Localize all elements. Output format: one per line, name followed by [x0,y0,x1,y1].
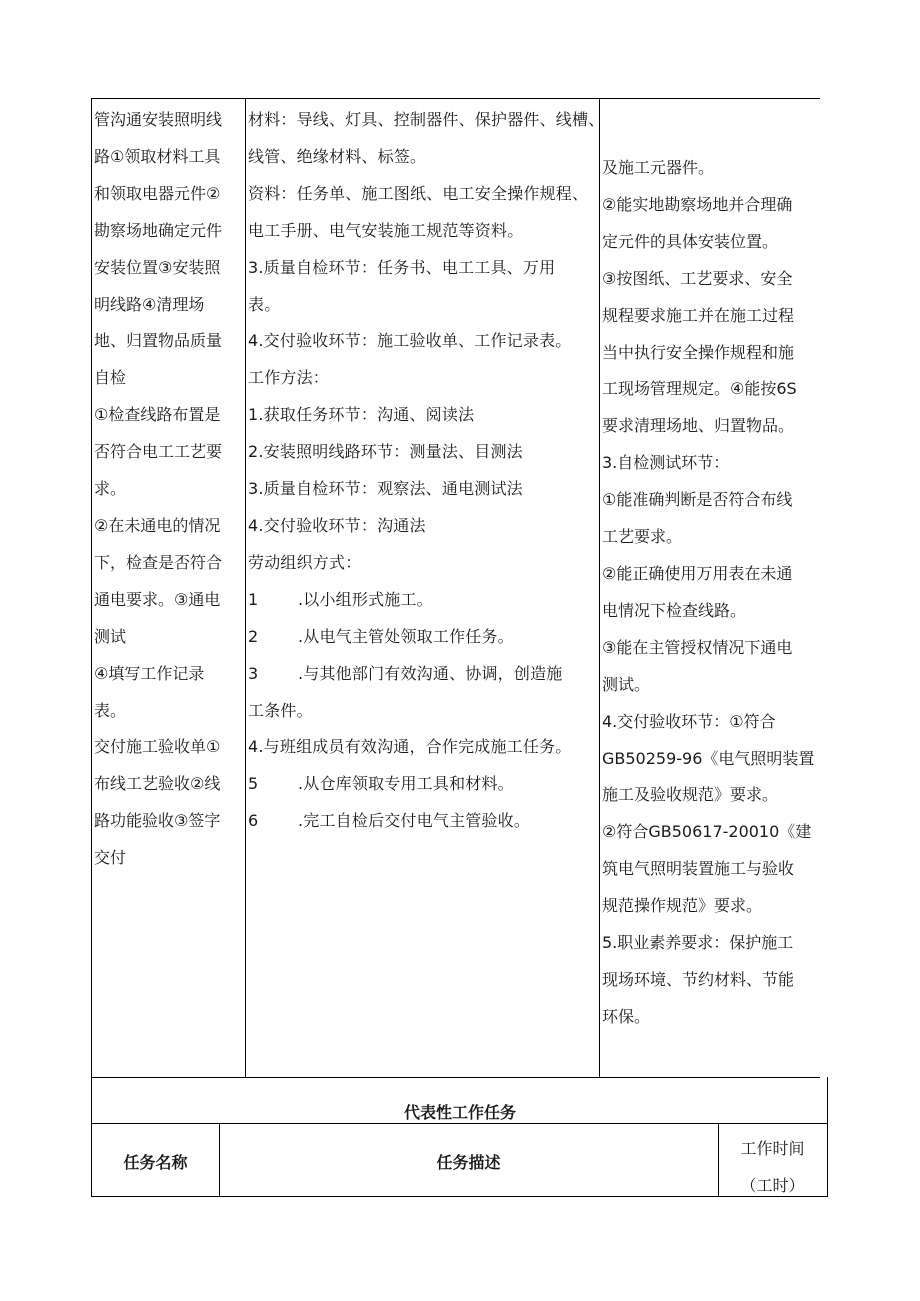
text-line: 工条件。 [248,700,313,720]
text-line: ③按图纸、工艺要求、安全 [602,268,793,288]
numbered-line [248,582,604,619]
text-line: ②能正确使用万用表在未通 [602,563,793,583]
line-number: 3 [248,663,259,683]
text-line: ②在未通电的情况 [94,515,221,535]
header-task-description: 任务描述 [436,1153,501,1172]
text-line: 线管、绝缘材料、标签。 [248,146,427,166]
text-line: 交付 [94,848,127,868]
text-line: 及施工元器件。 [602,158,715,177]
text-line: 表。 [94,700,127,720]
text-line: 否符合电工工艺要 [94,442,223,462]
header-work-time [718,1130,827,1204]
text-line: 施工及验收规范》要求。 [602,785,779,805]
text-line: 3.质量自检环节：任务书、电工工具、万用 [248,257,556,277]
text-line: 工现场管理规定。④能按6S [602,379,797,399]
text-line: 1.获取任务环节：沟通、阅读法 [248,405,475,425]
text-line: 现场环境、节约材料、节能 [602,969,795,989]
text-line: 安装位置③安装照 [94,257,221,277]
text-line: 资料：任务单、施工图纸、电工安全操作规程、 [248,183,589,203]
header-task-name: 任务名称 [123,1153,188,1172]
text-line: ①能准确判断是否符合布线 [602,490,793,510]
text-line: 电工手册、电气安装施工规范等资料。 [248,220,524,240]
text-line: 勘察场地确定元件 [94,220,223,240]
text-line: 要求清理场地、归置物品。 [602,416,795,436]
text-line: 和领取电器元件② [94,183,221,203]
line-number: 6 [248,811,259,831]
text-line: 材料：导线、灯具、控制器件、保护器件、线槽、 [248,110,605,129]
text-line: 求。 [94,479,127,499]
text-line: 4.与班组成员有效沟通，合作完成施工任务。 [248,737,572,757]
text-line: ②能实地勘察场地并合理确 [602,194,793,214]
text-line: 工艺要求。 [602,527,683,547]
work-time-label: 工作时间 [740,1139,805,1158]
text-line: 环保。 [602,1006,651,1026]
text-line: 规范操作规范》要求。 [602,896,763,916]
text-line: 定元件的具体安装位置。 [602,231,779,251]
line-number: 5 [248,774,259,794]
line-text: .与其他部门有效沟通、协调，创造施 [298,663,563,683]
text-line: 表。 [248,294,281,314]
text-line: 交付施工验收单① [94,737,221,757]
text-line: 路①领取材料工具 [94,146,221,166]
text-line: 下，检查是否符合 [94,552,223,572]
text-line: 测试。 [602,674,651,694]
text-line: 测试 [94,626,127,646]
line-text: .从电气主管处领取工作任务。 [298,626,514,646]
lower-right-border [827,1077,828,1197]
text-line: ②符合GB50617-20010《建 [602,822,812,842]
text-line: 明线路④清理场 [94,294,205,314]
line-text: .完工自检后交付电气主管验收。 [298,811,531,831]
work-process-column [94,102,222,877]
text-line: 3.自检测试环节： [602,453,730,473]
line-number: 1 [248,589,259,609]
section-title: 代表性工作任务 [403,1103,516,1122]
text-line: 管沟通安装照明线 [94,110,223,129]
table-left-border [91,98,92,1197]
numbered-line [248,766,604,803]
line-text: .以小组形式施工。 [298,589,433,609]
text-line: 劳动组织方式： [248,552,362,572]
text-line: 地、归置物品质量 [94,331,223,351]
text-line: ④填写工作记录 [94,663,205,683]
numbered-line [248,803,604,840]
line-number: 2 [248,626,259,646]
text-line: 电情况下检查线路。 [602,600,747,620]
text-line: 5.职业素养要求：保护施工 [602,933,794,953]
text-line: 布线工艺验收②线 [94,774,221,794]
upper-section-bottom-border [92,1077,820,1078]
text-line: 4.交付验收环节：施工验收单、工作记录表。 [248,331,572,351]
text-line: 通电要求。③通电 [94,589,221,609]
text-line: 工作方法： [248,368,330,388]
text-line: 4.交付验收环节：①符合 [602,711,776,731]
table-top-border [92,98,820,99]
text-line: 自检 [94,368,127,388]
text-line: ①检查线路布置是 [94,405,221,425]
numbered-line [248,619,604,656]
tools-methods-column [248,102,604,840]
text-line: GB50259-96《电气照明装置 [602,748,815,768]
text-line: 规程要求施工并在施工过程 [602,305,795,325]
text-line: 当中执行安全操作规程和施 [602,342,795,362]
text-line: ③能在主管授权情况下通电 [602,637,793,657]
work-time-unit: （工时） [740,1176,805,1195]
requirements-column [602,150,814,1036]
text-line: 4.交付验收环节：沟通法 [248,515,426,535]
line-text: .从仓库领取专用工具和材料。 [298,774,514,794]
text-line: 3.质量自检环节：观察法、通电测试法 [248,479,523,499]
text-line: 路功能验收③签字 [94,811,221,831]
text-line: 筑电气照明装置施工与验收 [602,859,795,879]
text-line: 2.安装照明线路环节：测量法、目测法 [248,442,523,462]
col-divider-1 [245,98,246,1077]
numbered-line [248,656,604,693]
